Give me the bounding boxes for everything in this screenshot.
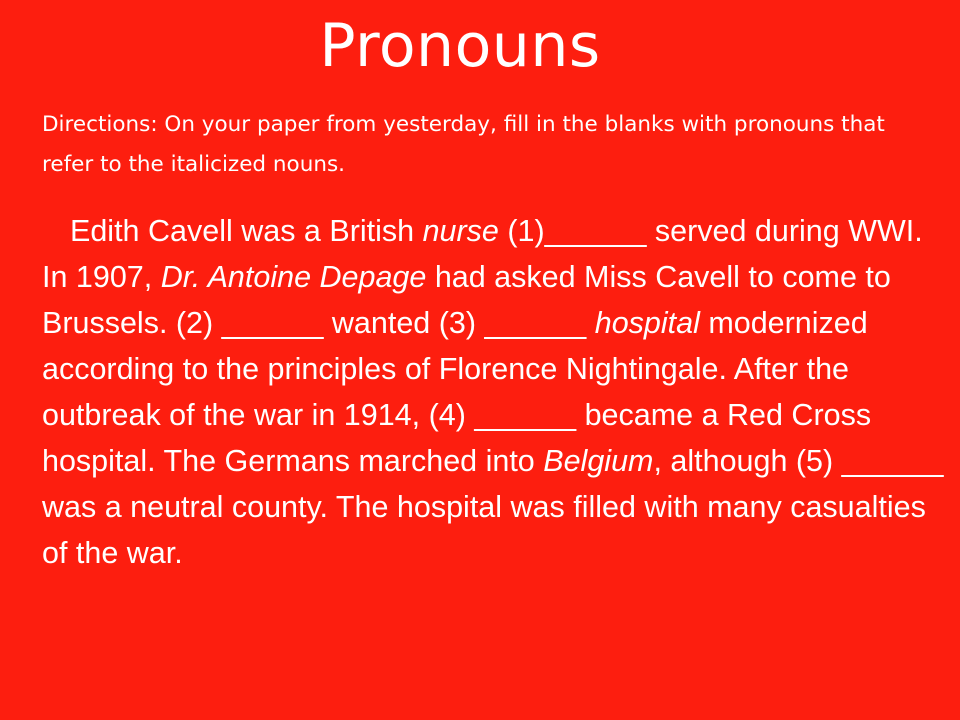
passage-segment: (1)______ served during WWI. In 1907, xyxy=(42,214,923,294)
passage-paragraph xyxy=(42,208,947,576)
slide-title: Pronouns xyxy=(319,11,601,81)
passage-segment: Edith Cavell was a British xyxy=(70,214,423,248)
passage-segment: had asked Miss Cavell to come to Brussels. (2) ______ wanted (3) ______ xyxy=(42,260,891,340)
italic-noun-belgium: Belgium xyxy=(543,444,654,478)
passage-segment: , although (5) ______ was a neutral county. The hospital was filled with many casualties of the war. xyxy=(42,444,944,570)
italic-noun-dr-antoine-depage: Dr. Antoine Depage xyxy=(160,260,427,294)
italic-noun-hospital: hospital xyxy=(594,306,700,340)
passage-segment: modernized according to the principles of Florence Nightingale. After the outbreak of the war in 1914, (4) ______ became a Red Cross hospital. The Germans marched into xyxy=(42,306,872,478)
directions-text: Directions: On your paper from yesterday, fill in the blanks with pronouns that refer to the italicized nouns. xyxy=(42,112,885,177)
italic-noun-nurse: nurse xyxy=(422,214,499,248)
